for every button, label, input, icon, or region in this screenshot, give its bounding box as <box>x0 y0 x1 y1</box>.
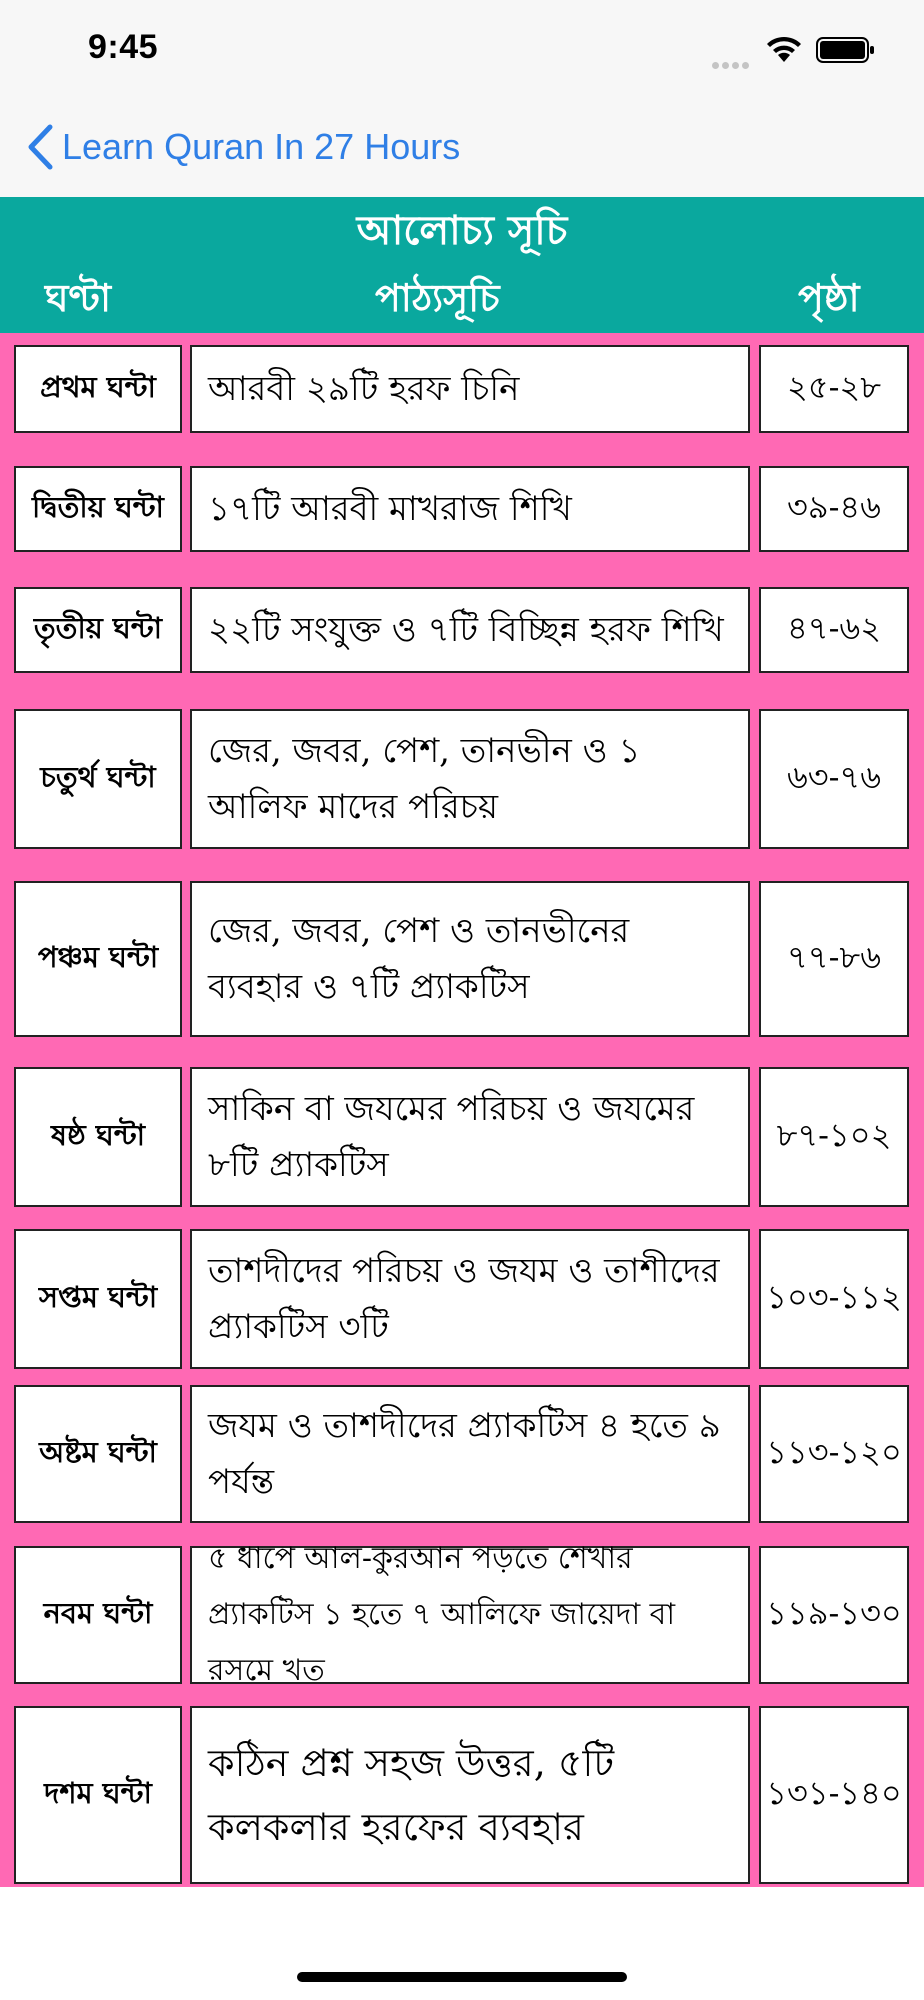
hour-cell: অষ্টম ঘন্টা <box>14 1385 182 1523</box>
hour-cell: দ্বিতীয় ঘন্টা <box>14 466 182 552</box>
hour-cell: প্রথম ঘন্টা <box>14 345 182 433</box>
page-cell: ৮৭-১০২ <box>759 1067 909 1207</box>
page-cell: ৬৩-৭৬ <box>759 709 909 849</box>
page-cell: ৭৭-৮৬ <box>759 881 909 1037</box>
cellular-signal-icon <box>712 54 752 73</box>
column-header-page: পৃষ্ঠা <box>798 275 860 320</box>
hour-cell: সপ্তম ঘন্টা <box>14 1229 182 1369</box>
hour-cell: নবম ঘন্টা <box>14 1546 182 1684</box>
page-cell: ৩৯-৪৬ <box>759 466 909 552</box>
page-cell: ৪৭-৬২ <box>759 587 909 673</box>
toc-header <box>0 197 924 333</box>
toc-row <box>0 1706 924 1884</box>
hour-cell: ষষ্ঠ ঘন্টা <box>14 1067 182 1207</box>
content-cell: ৫ ধাপে আল-কুরআন পড়তে শেখার প্র্যাকটিস ১ হতে ৭ আলিফে জায়েদা বা রসমে খত <box>190 1546 750 1684</box>
hour-cell: তৃতীয় ঘন্টা <box>14 587 182 673</box>
hour-cell: পঞ্চম ঘন্টা <box>14 881 182 1037</box>
toc-row <box>0 881 924 1037</box>
chevron-left-icon <box>26 124 54 170</box>
toc-row <box>0 709 924 849</box>
content-cell: জের, জবর, পেশ ও তানভীনের ব্যবহার ও ৭টি প্র্যাকটিস <box>190 881 750 1037</box>
toc-row <box>0 587 924 673</box>
content-cell: সাকিন বা জযমের পরিচয় ও জযমের ৮টি প্র্যাকটিস <box>190 1067 750 1207</box>
page-cell: ২৫-২৮ <box>759 345 909 433</box>
content-cell: ২২টি সংযুক্ত ও ৭টি বিচ্ছিন্ন হরফ শিখি <box>190 587 750 673</box>
content-cell: ১৭টি আরবী মাখরাজ শিখি <box>190 466 750 552</box>
column-header-content: পাঠ্যসূচি <box>375 275 500 320</box>
toc-row <box>0 345 924 433</box>
back-button[interactable] <box>26 122 460 172</box>
status-bar <box>0 0 924 100</box>
column-header-hour: ঘণ্টা <box>45 275 112 320</box>
content-cell: জযম ও তাশদীদের প্র্যাকটিস ৪ হতে ৯ পর্যন্ত <box>190 1385 750 1523</box>
status-time: 9:45 <box>88 28 159 66</box>
back-button-label: Learn Quran In 27 Hours <box>62 126 461 167</box>
toc-title: আলোচ্য সূচি <box>356 207 568 254</box>
battery-icon <box>816 36 876 64</box>
page-cell: ১০৩-১১২ <box>759 1229 909 1369</box>
table-of-contents-image <box>0 197 924 1887</box>
content-cell: আরবী ২৯টি হরফ চিনি <box>190 345 750 433</box>
page-cell: ১১৯-১৩০ <box>759 1546 909 1684</box>
toc-row <box>0 466 924 552</box>
hour-cell: চতুর্থ ঘন্টা <box>14 709 182 849</box>
toc-row <box>0 1385 924 1523</box>
content-cell: তাশদীদের পরিচয় ও জযম ও তাশীদের প্র্যাকটিস ৩টি <box>190 1229 750 1369</box>
content-cell: জের, জবর, পেশ, তানভীন ও ১ আলিফ মাদের পরিচয় <box>190 709 750 849</box>
page-cell: ১১৩-১২০ <box>759 1385 909 1523</box>
toc-row <box>0 1229 924 1369</box>
navigation-bar <box>0 100 924 197</box>
toc-row <box>0 1067 924 1207</box>
content-cell: কঠিন প্রশ্ন সহজ উত্তর, ৫টি কলকলার হরফের ব্যবহার <box>190 1706 750 1884</box>
home-indicator[interactable] <box>297 1972 627 1982</box>
hour-cell: দশম ঘন্টা <box>14 1706 182 1884</box>
bottom-safe-area <box>0 1887 924 2000</box>
page-cell: ১৩১-১৪০ <box>759 1706 909 1884</box>
wifi-icon <box>765 36 803 64</box>
toc-row <box>0 1541 924 1688</box>
